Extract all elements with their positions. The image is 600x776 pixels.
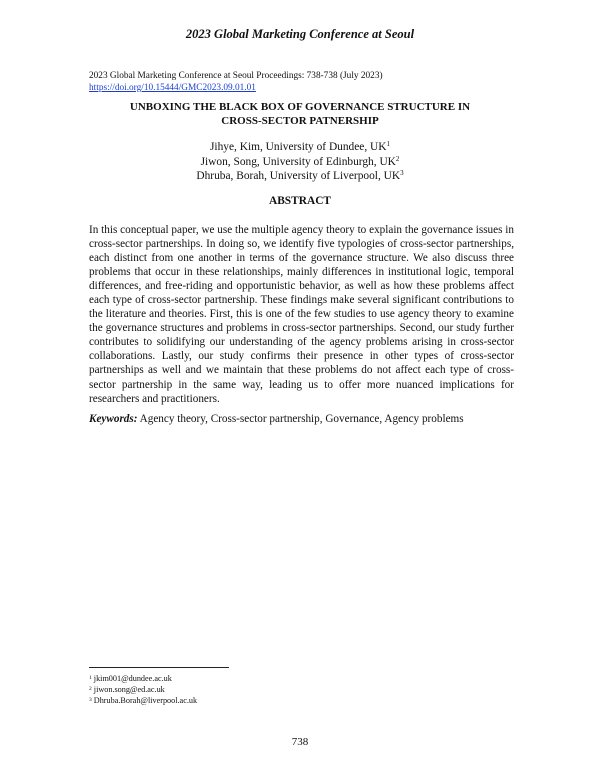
author-line <box>100 169 500 184</box>
page-number: 738 <box>291 736 309 748</box>
running-header: 2023 Global Marketing Conference at Seoul <box>185 27 415 41</box>
footnote-item <box>89 673 197 684</box>
author-list <box>100 140 500 184</box>
keywords-text: Agency theory, Cross-sector partnership, Governance, Agency problems <box>137 413 464 425</box>
author-name: Dhruba, Borah, University of Liverpool, UK <box>196 170 401 183</box>
proceedings-citation: 2023 Global Marketing Conference at Seoul Proceedings: 738-738 (July 2023) <box>89 71 383 81</box>
footnote-mark: 1 <box>89 675 92 681</box>
abstract-body: In this conceptual paper, we use the multiple agency theory to explain the governance issues in cross-sector partnerships. In doing so, we identify five typologies of cross-sector partnerships, each distinct from one another in terms of the governance structure. We also discuss three problems that occur in these relationships, mainly differences in institutional logic, temporal differences, and free-riding and opportunistic behavior, as well as how these problems affect each type of cross-sector partnership. These findings make several significant contributions to the literature and theories. First, this is one of the few studies to use agency theory to examine the governance structures and problems in cross-sector partnerships. Second, our study further contributes to solidifying our understanding of the agency problems arising in cross-sector collaborations. Lastly, our study confirms their presence in other types of cross-sector partnerships as well and we maintain that these problems do not affect each type of cross-sector partnership in the same way, leading us to offer more nuanced implications for researchers and practitioners. <box>89 224 514 405</box>
paper-title-line-2: CROSS-SECTOR PATNERSHIP <box>221 114 379 127</box>
abstract-heading: ABSTRACT <box>268 195 332 207</box>
footnote-email: jiwon.song@ed.ac.uk <box>91 685 165 694</box>
author-name: Jihye, Kim, University of Dundee, UK <box>209 141 387 153</box>
footnote-email: jkim001@dundee.ac.uk <box>91 674 172 683</box>
proceedings-info <box>89 70 383 94</box>
footnote-divider <box>89 667 229 668</box>
author-line <box>100 155 500 170</box>
doi-link[interactable]: https://doi.org/10.15444/GMC2023.09.01.01 <box>89 83 256 93</box>
keywords-line <box>89 412 519 426</box>
author-name: Jiwon, Song, University of Edinburgh, UK <box>200 155 396 168</box>
footnotes <box>89 673 197 706</box>
doi-line <box>89 82 383 94</box>
author-footnote-mark: 3 <box>400 169 404 178</box>
paper-title-line-1: UNBOXING THE BLACK BOX OF GOVERNANCE STRUCTURE IN <box>129 101 471 113</box>
author-footnote-mark: 2 <box>395 154 400 163</box>
footnote-item <box>89 684 197 695</box>
paper-title <box>70 101 530 128</box>
footnote-item <box>89 695 197 706</box>
keywords-label: Keywords: <box>89 413 138 425</box>
footnote-email: Dhruba.Borah@liverpool.ac.uk <box>91 696 198 705</box>
footnote-mark: 2 <box>89 686 92 692</box>
footnote-mark: 3 <box>89 697 92 703</box>
author-line <box>100 140 500 155</box>
author-footnote-mark: 1 <box>386 140 391 148</box>
